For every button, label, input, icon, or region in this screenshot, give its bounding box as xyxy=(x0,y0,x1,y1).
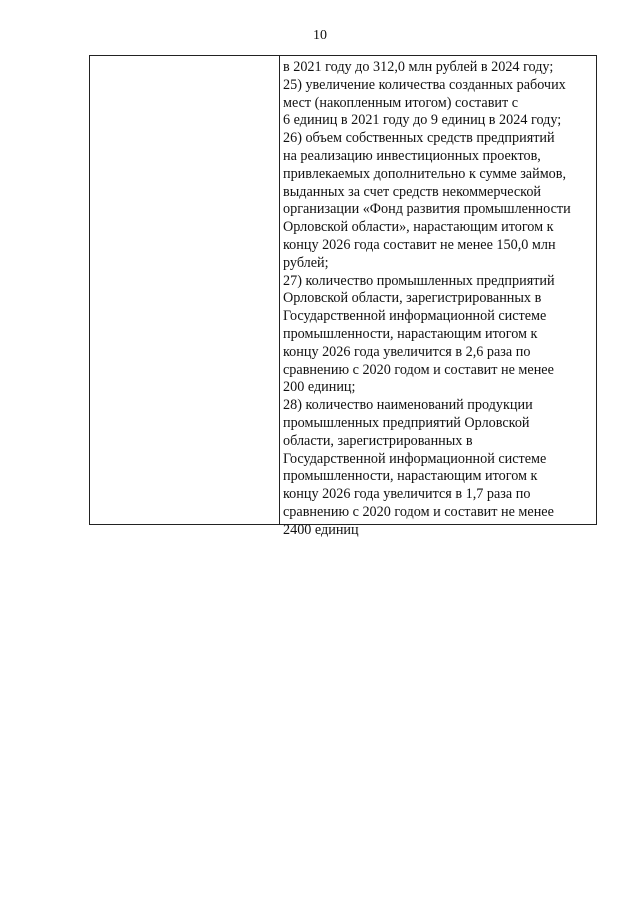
text-line: 2400 единиц xyxy=(283,521,359,538)
text-line: на реализацию инвестиционных проектов, xyxy=(283,147,541,164)
text-line: 26) объем собственных средств предприятий xyxy=(283,130,555,147)
text-line: 27) количество промышленных предприятий xyxy=(283,272,555,289)
text-line: промышленных предприятий Орловской xyxy=(283,414,530,431)
text-line: привлекаемых дополнительно к сумме займов, xyxy=(283,165,567,182)
text-line: Орловской области, зарегистрированных в xyxy=(283,290,542,307)
table-cell-left xyxy=(90,56,280,524)
text-line: 6 единиц в 2021 году до 9 единиц в 2024 году; xyxy=(283,112,562,129)
text-line: мест (накопленным итогом) составит с xyxy=(283,94,519,111)
text-line: сравнению с 2020 годом и составит не менее xyxy=(283,361,554,378)
text-line: 200 единиц; xyxy=(283,379,356,396)
text-line: области, зарегистрированных в xyxy=(283,432,473,449)
text-line: Орловской области», нарастающим итогом к xyxy=(283,219,554,236)
text-line: 25) увеличение количества созданных рабочих xyxy=(283,76,566,93)
text-line: 28) количество наименований продукции xyxy=(283,397,533,414)
text-line: сравнению с 2020 годом и составит не менее xyxy=(283,503,554,520)
text-line: концу 2026 года увеличится в 1,7 раза по xyxy=(283,486,531,503)
document-table xyxy=(89,55,597,538)
text-line: Государственной информационной системе xyxy=(283,450,547,467)
text-line: рублей; xyxy=(283,254,329,271)
page-number: 10 xyxy=(313,28,327,43)
text-line: концу 2026 года увеличится в 2,6 раза по xyxy=(283,343,531,360)
text-line: выданных за счет средств некоммерческой xyxy=(283,183,542,200)
text-line: промышленности, нарастающим итогом к xyxy=(283,325,538,342)
text-line: концу 2026 года составит не менее 150,0 млн xyxy=(283,236,556,253)
text-line: промышленности, нарастающим итогом к xyxy=(283,468,538,485)
text-line: Государственной информационной системе xyxy=(283,308,547,325)
text-line: в 2021 году до 312,0 млн рублей в 2024 году; xyxy=(283,59,554,75)
text-line: организации «Фонд развития промышленности xyxy=(283,201,571,218)
table-cell-right xyxy=(280,56,596,538)
